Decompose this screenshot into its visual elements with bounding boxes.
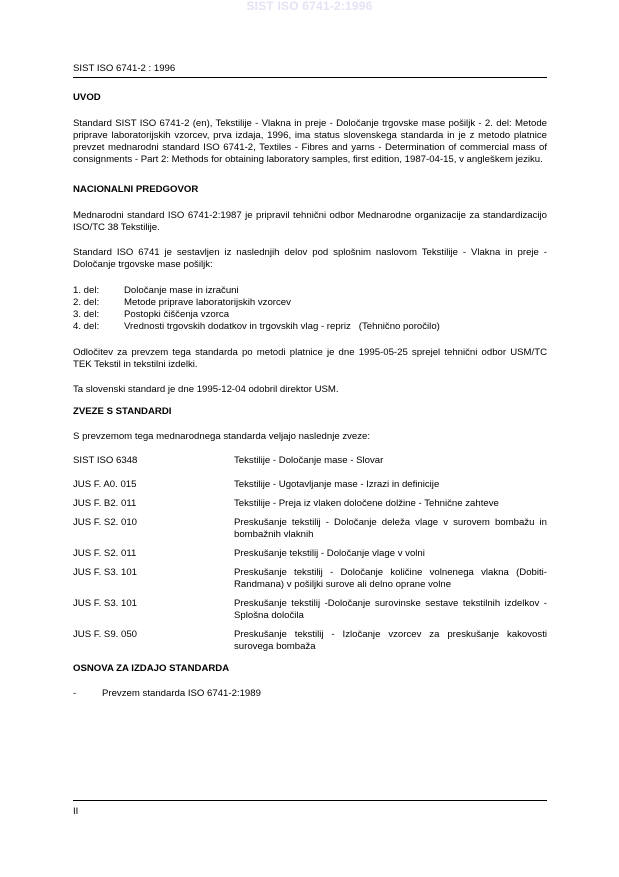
page-number: II — [73, 806, 79, 817]
osnova-heading: OSNOVA ZA IZDAJO STANDARDA — [73, 663, 230, 674]
table-row — [73, 455, 547, 467]
part-title: Postopki čiščenja vzorca — [124, 309, 230, 320]
standard-title: Preskušanje tekstilij - Določanje deleža vlage v surovem bombažu in bombažnih vlaknih — [234, 517, 547, 540]
zveze-heading: ZVEZE S STANDARDI — [73, 406, 172, 417]
predgovor-paragraph-3: Odločitev za prevzem tega standarda po metodi platnice je dne 1995-05-25 sprejel tehnični odbor USM/TC TEK Tekstil in tekstilni izdelki. — [73, 347, 547, 370]
osnova-item: Prevzem standarda ISO 6741-2:1989 — [102, 688, 261, 699]
list-item — [73, 321, 547, 333]
standard-title: Preskušanje tekstilij - Določanje vlage v volni — [234, 548, 425, 559]
references-table — [73, 455, 547, 653]
standard-title: Preskušanje tekstilij - Izločanje vzorcev za preskušanje kakovosti surovega bombaža — [234, 629, 547, 652]
part-number: 3. del: — [73, 309, 100, 320]
table-row — [73, 598, 547, 622]
list-item — [73, 309, 547, 321]
part-title: Določanje mase in izračuni — [124, 285, 239, 296]
part-title: Metode priprave laboratorijskih vzorcev — [124, 297, 291, 308]
watermark: SIST ISO 6741-2:1996 — [246, 0, 373, 13]
bullet-dash: - — [73, 688, 77, 699]
standard-title: Tekstilije - Preja iz vlaken določene dolžine - Tehnične zahteve — [234, 498, 499, 509]
standard-code: JUS F. S9. 050 — [73, 629, 137, 640]
standard-code: JUS F. S3. 101 — [73, 598, 137, 609]
standard-code: JUS F. B2. 011 — [73, 498, 137, 509]
standard-title: Preskušanje tekstilij - Določanje količine volnenega vlakna (Dobiti-Randmana) v pošiljki surove ali delno oprane volne — [234, 567, 547, 590]
table-row — [73, 548, 547, 560]
list-item — [73, 285, 547, 297]
document-body — [73, 92, 547, 700]
table-row — [73, 498, 547, 510]
part-number: 2. del: — [73, 297, 100, 308]
list-item — [73, 688, 547, 700]
standard-code: JUS F. A0. 015 — [73, 479, 137, 490]
header-rule — [73, 77, 547, 78]
predgovor-paragraph-1: Mednarodni standard ISO 6741-2:1987 je pripravil tehnični odbor Mednarodne organizacije za standardizacijo ISO/TC 38 Tekstilije. — [73, 210, 547, 233]
parts-list — [73, 285, 547, 333]
uvod-paragraph: Standard SIST ISO 6741-2 (en), Tekstilije - Vlakna in preje - Določanje trgovske mase pošiljk - 2. del: Metode priprave laboratorijskih vzorcev, prva izdaja, 1996, ima status slovenskega standarda in je z metodo platnice prevzet mednarodni standard ISO 6741-2, Textiles - Fibres and yarns - Determination of commercial mass of consignments - Part 2: Methods for obtaining laboratory samples, first edition, 1987-04-15, v angleškem jeziku. — [73, 118, 547, 165]
standard-code: JUS F. S3. 101 — [73, 567, 137, 578]
predgovor-paragraph-2: Standard ISO 6741 je sestavljen iz naslednjih delov pod splošnim naslovom Tekstilije - Vlakna in preje - Določanje trgovske mase pošiljk: — [73, 247, 547, 270]
standard-title: Tekstilije - Določanje mase - Slovar — [234, 455, 384, 466]
part-number: 1. del: — [73, 285, 100, 296]
predgovor-paragraph-4: Ta slovenski standard je dne 1995-12-04 odobril direktor USM. — [73, 384, 339, 395]
list-item — [73, 297, 547, 309]
standard-code: JUS F. S2. 011 — [73, 548, 137, 559]
table-row — [73, 567, 547, 591]
table-row — [73, 629, 547, 653]
predgovor-heading: NACIONALNI PREDGOVOR — [73, 184, 199, 195]
standard-code: JUS F. S2. 010 — [73, 517, 137, 528]
zveze-intro: S prevzemom tega mednarodnega standarda veljajo naslednje zveze: — [73, 431, 371, 442]
part-number: 4. del: — [73, 321, 100, 332]
table-row — [73, 517, 547, 541]
part-title: Vrednosti trgovskih dodatkov in trgovskih vlag - repriz (Tehnično poročilo) — [124, 321, 440, 332]
standard-code: SIST ISO 6348 — [73, 455, 138, 466]
uvod-heading: UVOD — [73, 92, 101, 103]
document-header: SIST ISO 6741-2 : 1996 — [73, 63, 176, 74]
standard-title: Tekstilije - Ugotavljanje mase - Izrazi in definicije — [234, 479, 440, 490]
standard-title: Preskušanje tekstilij -Določanje surovinske sestave tekstilnih izdelkov - Splošna določila — [234, 598, 547, 621]
table-row — [73, 479, 547, 491]
footer-rule — [73, 800, 547, 801]
